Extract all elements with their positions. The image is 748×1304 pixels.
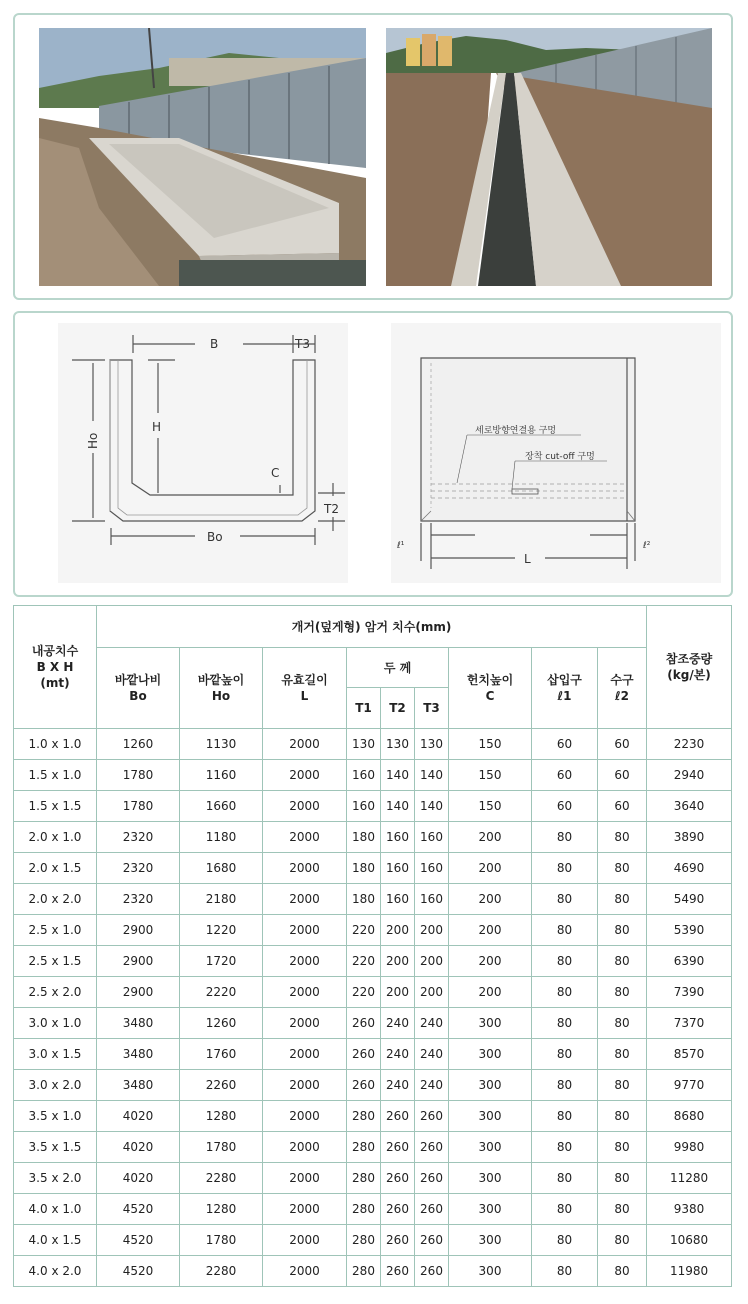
table-cell: 4.0 x 1.0 <box>14 1194 97 1225</box>
table-row <box>14 884 732 915</box>
table-cell: 200 <box>415 977 449 1008</box>
table-cell: 2900 <box>97 977 180 1008</box>
table-cell: 9980 <box>647 1132 732 1163</box>
table-cell: 60 <box>532 729 598 760</box>
header-bo: 바깥나비 Bo <box>97 648 180 729</box>
table-cell: 8570 <box>647 1039 732 1070</box>
table-cell: 7370 <box>647 1008 732 1039</box>
table-cell: 1720 <box>180 946 263 977</box>
table-cell: 180 <box>347 822 381 853</box>
table-cell: 2000 <box>263 1194 347 1225</box>
table-cell: 150 <box>449 729 532 760</box>
table-cell: 1660 <box>180 791 263 822</box>
table-cell: 1260 <box>180 1008 263 1039</box>
table-cell: 5490 <box>647 884 732 915</box>
header-thickness: 두 께 <box>347 648 449 688</box>
table-cell: 3.5 x 1.5 <box>14 1132 97 1163</box>
table-cell: 2900 <box>97 915 180 946</box>
table-cell: 3.0 x 1.5 <box>14 1039 97 1070</box>
table-row <box>14 1070 732 1101</box>
table-row <box>14 977 732 1008</box>
table-cell: 6390 <box>647 946 732 977</box>
table-cell: 2220 <box>180 977 263 1008</box>
table-cell: 9770 <box>647 1070 732 1101</box>
table-cell: 4020 <box>97 1132 180 1163</box>
table-cell: 80 <box>532 884 598 915</box>
header-weight: 참조중량 (kg/본) <box>647 606 732 729</box>
table-cell: 130 <box>347 729 381 760</box>
table-cell: 80 <box>598 884 647 915</box>
table-row <box>14 1039 732 1070</box>
table-cell: 7390 <box>647 977 732 1008</box>
table-cell: 2320 <box>97 853 180 884</box>
table-cell: 2000 <box>263 1008 347 1039</box>
table-cell: 160 <box>415 853 449 884</box>
table-row <box>14 1132 732 1163</box>
table-cell: 140 <box>381 791 415 822</box>
table-cell: 200 <box>449 915 532 946</box>
label-b: B <box>210 337 219 351</box>
table-cell: 80 <box>598 946 647 977</box>
table-cell: 2230 <box>647 729 732 760</box>
table-cell: 2.5 x 1.0 <box>14 915 97 946</box>
table-cell: 200 <box>415 946 449 977</box>
table-cell: 280 <box>347 1101 381 1132</box>
table-cell: 2900 <box>97 946 180 977</box>
table-cell: 240 <box>381 1070 415 1101</box>
table-cell: 80 <box>598 1256 647 1287</box>
table-cell: 1130 <box>180 729 263 760</box>
photo-installed-channel <box>39 28 366 286</box>
table-cell: 80 <box>598 1132 647 1163</box>
table-row <box>14 1101 732 1132</box>
table-cell: 180 <box>347 884 381 915</box>
table-cell: 200 <box>449 884 532 915</box>
table-cell: 2000 <box>263 1163 347 1194</box>
table-cell: 200 <box>449 853 532 884</box>
table-cell: 3.5 x 2.0 <box>14 1163 97 1194</box>
table-cell: 240 <box>381 1039 415 1070</box>
table-cell: 80 <box>532 1132 598 1163</box>
table-cell: 4.0 x 2.0 <box>14 1256 97 1287</box>
table-cell: 2000 <box>263 915 347 946</box>
table-cell: 2000 <box>263 1225 347 1256</box>
table-cell: 9380 <box>647 1194 732 1225</box>
note-cutoff-holes: 장착 cut-off 구멍 <box>525 452 595 462</box>
table-cell: 2.5 x 2.0 <box>14 977 97 1008</box>
table-cell: 200 <box>449 977 532 1008</box>
label-h: H <box>152 420 162 434</box>
table-cell: 2320 <box>97 822 180 853</box>
table-cell: 2000 <box>263 822 347 853</box>
header-t3: T3 <box>415 688 449 729</box>
table-cell: 3480 <box>97 1039 180 1070</box>
table-cell: 2320 <box>97 884 180 915</box>
table-cell: 1160 <box>180 760 263 791</box>
table-cell: 300 <box>449 1101 532 1132</box>
table-cell: 160 <box>347 791 381 822</box>
table-cell: 260 <box>381 1101 415 1132</box>
table-cell: 2000 <box>263 729 347 760</box>
table-cell: 240 <box>415 1039 449 1070</box>
table-cell: 80 <box>598 853 647 884</box>
table-cell: 11280 <box>647 1163 732 1194</box>
table-cell: 1180 <box>180 822 263 853</box>
table-cell: 4.0 x 1.5 <box>14 1225 97 1256</box>
table-cell: 80 <box>598 977 647 1008</box>
table-cell: 150 <box>449 760 532 791</box>
table-cell: 1.0 x 1.0 <box>14 729 97 760</box>
table-cell: 60 <box>532 791 598 822</box>
table-cell: 1780 <box>97 760 180 791</box>
table-cell: 200 <box>381 915 415 946</box>
label-t3: T3 <box>295 337 310 351</box>
table-cell: 80 <box>532 1225 598 1256</box>
table-cell: 80 <box>598 1194 647 1225</box>
table-cell: 1680 <box>180 853 263 884</box>
table-cell: 2.5 x 1.5 <box>14 946 97 977</box>
table-cell: 80 <box>598 1008 647 1039</box>
table-cell: 1260 <box>97 729 180 760</box>
table-cell: 260 <box>415 1225 449 1256</box>
table-row <box>14 1256 732 1287</box>
label-l: L <box>524 552 531 566</box>
header-l2: 수구 ℓ2 <box>598 648 647 729</box>
label-t2: T2 <box>324 502 339 516</box>
header-l: 유효길이 L <box>263 648 347 729</box>
table-cell: 80 <box>532 946 598 977</box>
label-l2: ℓ² <box>643 541 651 551</box>
header-t1: T1 <box>347 688 381 729</box>
table-cell: 260 <box>415 1256 449 1287</box>
table-cell: 2280 <box>180 1256 263 1287</box>
table-cell: 260 <box>415 1163 449 1194</box>
table-cell: 160 <box>381 884 415 915</box>
table-cell: 200 <box>449 822 532 853</box>
header-ho: 바깥높이 Ho <box>180 648 263 729</box>
note-connection-holes: 세로방향연결용 구멍 <box>475 426 557 436</box>
table-cell: 1780 <box>180 1225 263 1256</box>
table-cell: 240 <box>415 1008 449 1039</box>
table-cell: 2000 <box>263 1132 347 1163</box>
table-cell: 8680 <box>647 1101 732 1132</box>
table-cell: 1220 <box>180 915 263 946</box>
table-cell: 2260 <box>180 1070 263 1101</box>
table-cell: 2000 <box>263 1039 347 1070</box>
table-cell: 200 <box>415 915 449 946</box>
table-cell: 2.0 x 1.0 <box>14 822 97 853</box>
table-cell: 280 <box>347 1163 381 1194</box>
dimension-table-wrapper <box>13 605 733 1287</box>
label-l1: ℓ¹ <box>397 541 405 551</box>
table-cell: 130 <box>381 729 415 760</box>
table-cell: 2000 <box>263 946 347 977</box>
table-cell: 280 <box>347 1256 381 1287</box>
table-cell: 80 <box>532 822 598 853</box>
table-cell: 3890 <box>647 822 732 853</box>
table-cell: 1.5 x 1.0 <box>14 760 97 791</box>
label-ho: Ho <box>86 432 100 449</box>
table-cell: 80 <box>598 1070 647 1101</box>
table-cell: 140 <box>381 760 415 791</box>
table-cell: 240 <box>415 1070 449 1101</box>
table-cell: 2000 <box>263 760 347 791</box>
table-cell: 1760 <box>180 1039 263 1070</box>
table-cell: 80 <box>532 1256 598 1287</box>
table-cell: 300 <box>449 1039 532 1070</box>
table-cell: 1780 <box>97 791 180 822</box>
table-cell: 80 <box>532 1101 598 1132</box>
table-cell: 200 <box>381 977 415 1008</box>
table-cell: 80 <box>598 822 647 853</box>
table-cell: 80 <box>598 1163 647 1194</box>
table-row <box>14 915 732 946</box>
table-cell: 260 <box>381 1132 415 1163</box>
table-cell: 80 <box>532 1194 598 1225</box>
table-cell: 300 <box>449 1070 532 1101</box>
table-cell: 140 <box>415 791 449 822</box>
table-cell: 80 <box>532 977 598 1008</box>
table-cell: 260 <box>415 1101 449 1132</box>
table-cell: 2000 <box>263 791 347 822</box>
table-cell: 80 <box>598 1101 647 1132</box>
dimension-diagrams <box>15 313 731 595</box>
table-cell: 3640 <box>647 791 732 822</box>
table-cell: 220 <box>347 946 381 977</box>
table-cell: 4520 <box>97 1225 180 1256</box>
diagram-panel <box>13 311 733 597</box>
table-cell: 300 <box>449 1163 532 1194</box>
table-cell: 260 <box>415 1194 449 1225</box>
table-cell: 3480 <box>97 1070 180 1101</box>
table-cell: 2000 <box>263 853 347 884</box>
table-cell: 2000 <box>263 1070 347 1101</box>
table-cell: 2.0 x 1.5 <box>14 853 97 884</box>
table-cell: 80 <box>532 1163 598 1194</box>
label-c: C <box>271 466 280 480</box>
table-cell: 300 <box>449 1225 532 1256</box>
table-row <box>14 1163 732 1194</box>
table-cell: 80 <box>598 1225 647 1256</box>
table-cell: 80 <box>532 1070 598 1101</box>
table-cell: 1280 <box>180 1101 263 1132</box>
table-row <box>14 822 732 853</box>
table-cell: 240 <box>381 1008 415 1039</box>
table-cell: 160 <box>381 822 415 853</box>
table-cell: 2000 <box>263 884 347 915</box>
table-cell: 160 <box>347 760 381 791</box>
table-cell: 1.5 x 1.5 <box>14 791 97 822</box>
header-l1: 삽입구 ℓ1 <box>532 648 598 729</box>
table-cell: 80 <box>532 1008 598 1039</box>
table-row <box>14 1225 732 1256</box>
header-c: 헌치높이 C <box>449 648 532 729</box>
table-cell: 260 <box>381 1194 415 1225</box>
table-cell: 10680 <box>647 1225 732 1256</box>
table-cell: 180 <box>347 853 381 884</box>
photo-panel <box>13 13 733 300</box>
table-cell: 220 <box>347 915 381 946</box>
photo-channel-line <box>386 28 712 286</box>
table-cell: 260 <box>347 1008 381 1039</box>
table-body <box>14 729 732 1287</box>
table-cell: 80 <box>598 1039 647 1070</box>
table-cell: 4690 <box>647 853 732 884</box>
table-cell: 2280 <box>180 1163 263 1194</box>
table-cell: 260 <box>415 1132 449 1163</box>
table-cell: 4020 <box>97 1101 180 1132</box>
table-cell: 5390 <box>647 915 732 946</box>
table-cell: 300 <box>449 1008 532 1039</box>
table-cell: 160 <box>381 853 415 884</box>
table-cell: 300 <box>449 1132 532 1163</box>
table-row <box>14 946 732 977</box>
table-cell: 1780 <box>180 1132 263 1163</box>
table-cell: 140 <box>415 760 449 791</box>
table-cell: 2180 <box>180 884 263 915</box>
table-cell: 2000 <box>263 1101 347 1132</box>
table-cell: 60 <box>598 791 647 822</box>
table-cell: 4520 <box>97 1256 180 1287</box>
table-row <box>14 729 732 760</box>
table-cell: 80 <box>532 1039 598 1070</box>
table-cell: 260 <box>347 1039 381 1070</box>
table-cell: 160 <box>415 884 449 915</box>
label-bo: Bo <box>207 530 223 544</box>
table-cell: 60 <box>598 760 647 791</box>
table-row <box>14 1008 732 1039</box>
header-group: 개거(덮게형) 암거 치수(mm) <box>97 606 647 648</box>
table-cell: 11980 <box>647 1256 732 1287</box>
table-cell: 260 <box>381 1163 415 1194</box>
table-cell: 280 <box>347 1132 381 1163</box>
table-cell: 280 <box>347 1225 381 1256</box>
table-row <box>14 791 732 822</box>
table-cell: 4520 <box>97 1194 180 1225</box>
table-cell: 80 <box>532 853 598 884</box>
table-cell: 3.0 x 1.0 <box>14 1008 97 1039</box>
table-cell: 200 <box>381 946 415 977</box>
table-cell: 60 <box>598 729 647 760</box>
dimension-table <box>13 605 732 1287</box>
table-row <box>14 760 732 791</box>
table-cell: 280 <box>347 1194 381 1225</box>
table-cell: 3.5 x 1.0 <box>14 1101 97 1132</box>
header-t2: T2 <box>381 688 415 729</box>
table-cell: 2000 <box>263 977 347 1008</box>
header-size: 내공치수 B X H (mt) <box>14 606 97 729</box>
table-cell: 160 <box>415 822 449 853</box>
table-cell: 1280 <box>180 1194 263 1225</box>
table-cell: 260 <box>381 1225 415 1256</box>
table-row <box>14 853 732 884</box>
table-cell: 220 <box>347 977 381 1008</box>
table-cell: 80 <box>598 915 647 946</box>
table-cell: 3.0 x 2.0 <box>14 1070 97 1101</box>
table-cell: 260 <box>381 1256 415 1287</box>
table-cell: 130 <box>415 729 449 760</box>
table-cell: 2000 <box>263 1256 347 1287</box>
table-cell: 150 <box>449 791 532 822</box>
table-row <box>14 1194 732 1225</box>
table-cell: 300 <box>449 1194 532 1225</box>
table-cell: 3480 <box>97 1008 180 1039</box>
table-cell: 300 <box>449 1256 532 1287</box>
table-cell: 4020 <box>97 1163 180 1194</box>
table-cell: 200 <box>449 946 532 977</box>
table-cell: 2.0 x 2.0 <box>14 884 97 915</box>
table-cell: 2940 <box>647 760 732 791</box>
table-cell: 260 <box>347 1070 381 1101</box>
table-cell: 60 <box>532 760 598 791</box>
table-cell: 80 <box>532 915 598 946</box>
